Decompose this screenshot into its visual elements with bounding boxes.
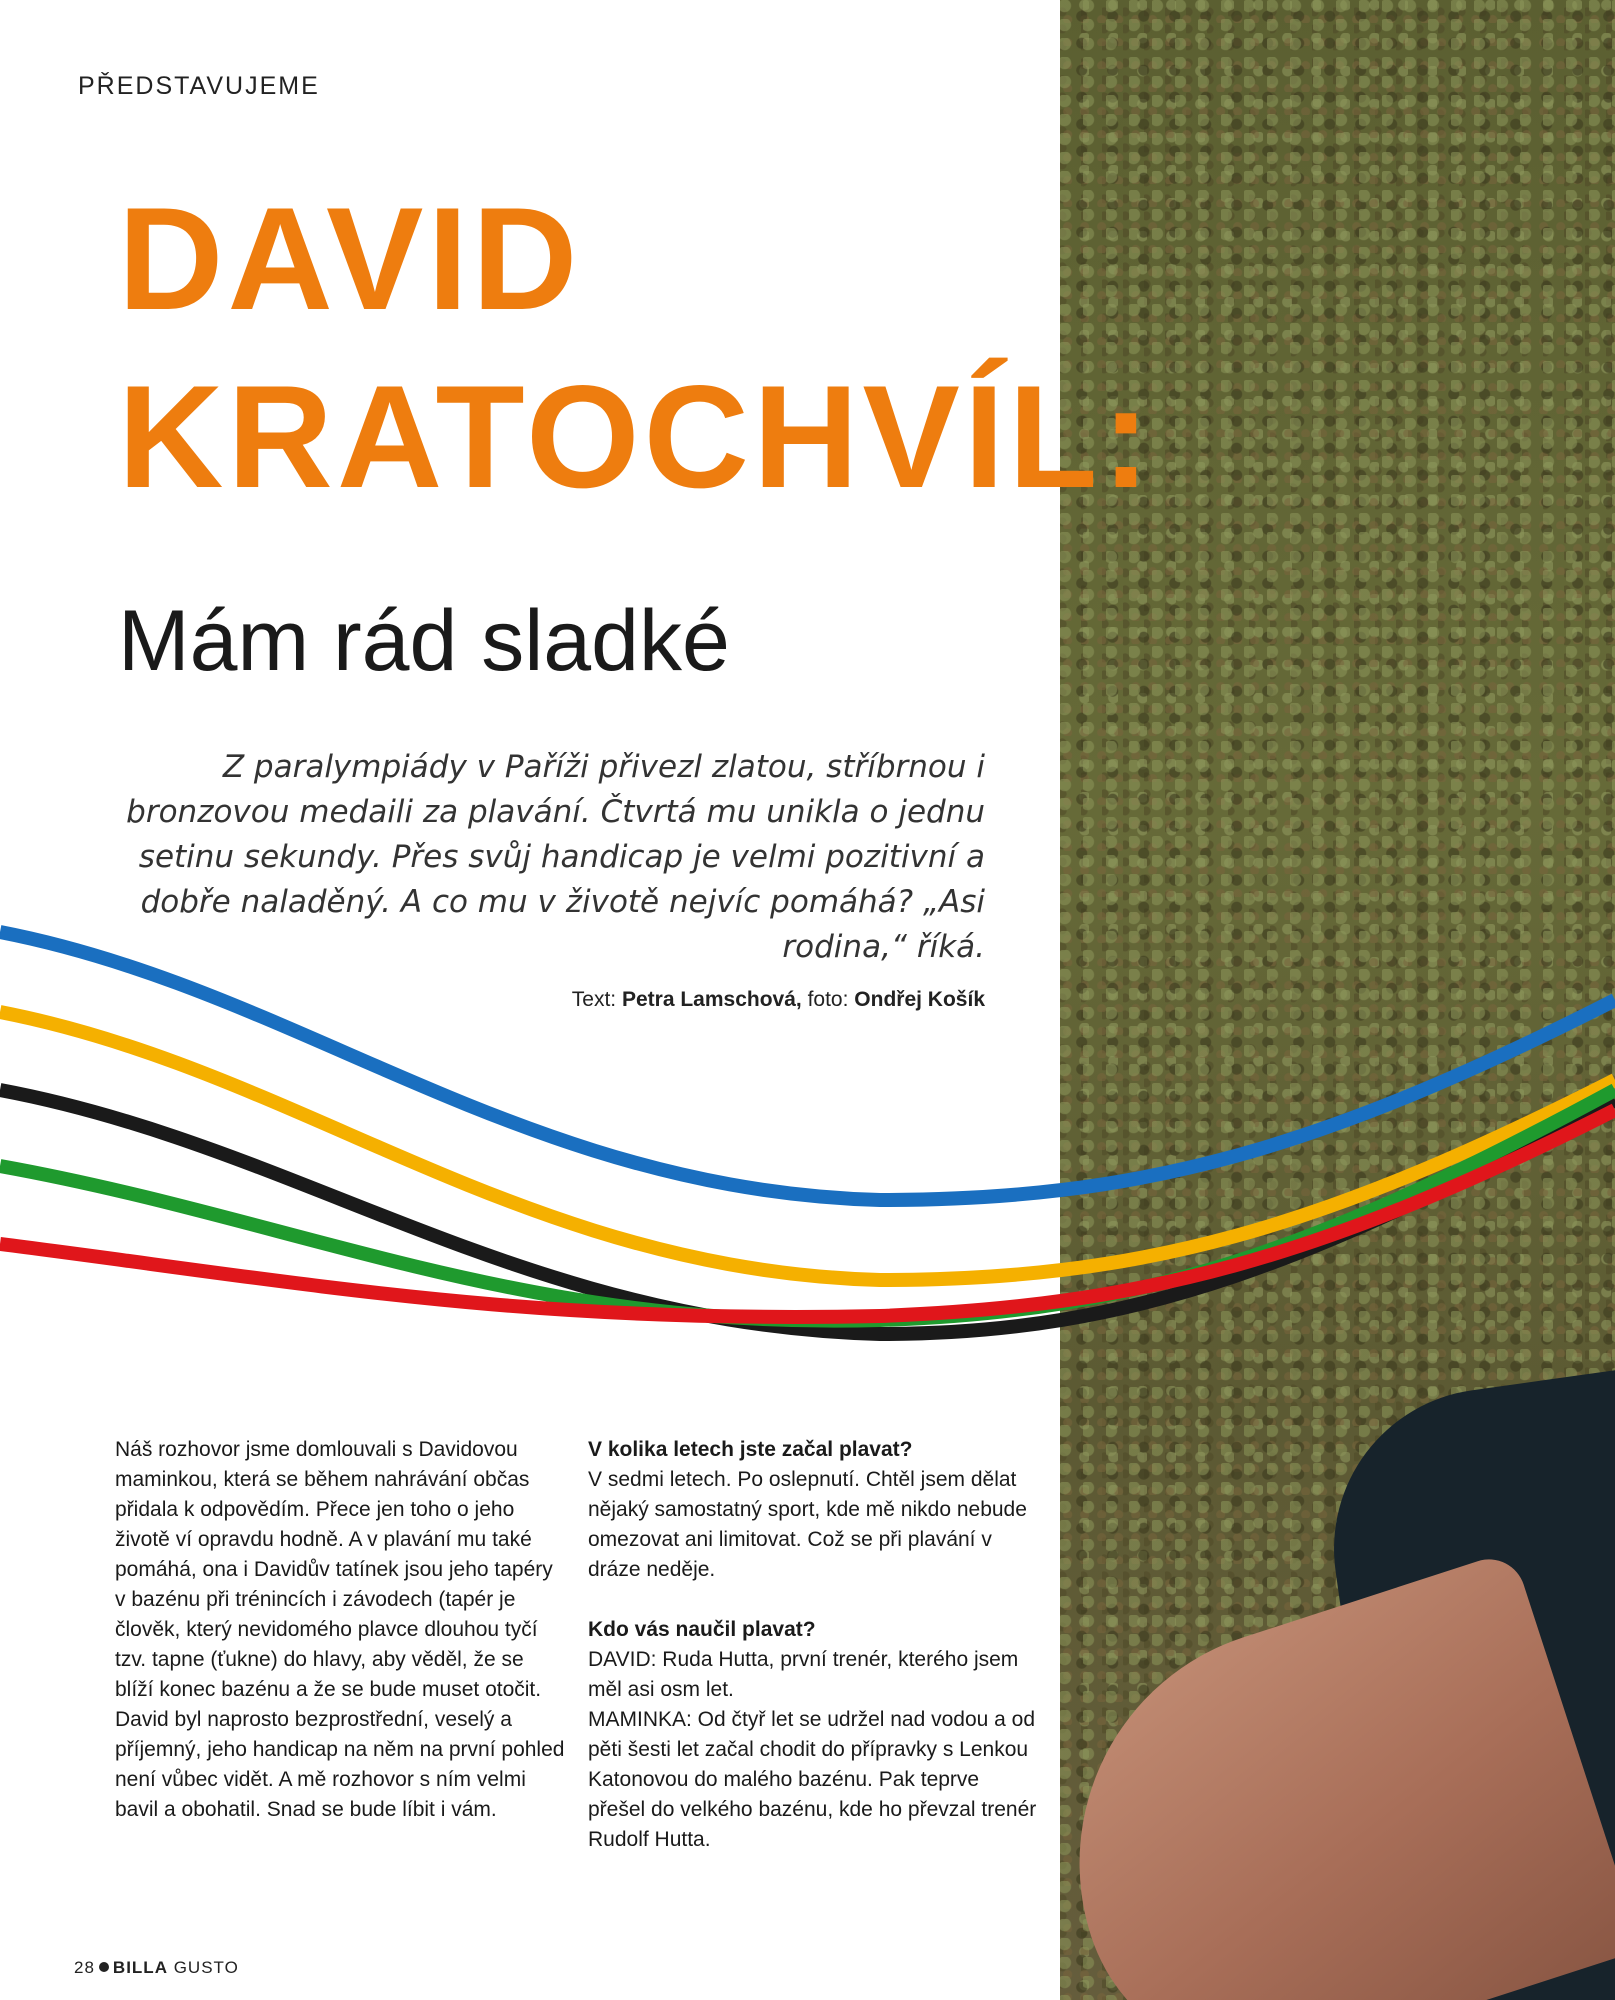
byline — [320, 988, 985, 1012]
article-title — [118, 170, 1154, 526]
byline-photo-label: foto: — [807, 988, 849, 1011]
page-number: 28 — [74, 1958, 95, 1977]
footer-brand: BILLA — [112, 1958, 168, 1977]
page-footer — [74, 1958, 239, 1978]
interview-column — [588, 1435, 1038, 1855]
article-subtitle: Mám rád sladké — [118, 593, 730, 689]
ribbon-red — [0, 1110, 1615, 1317]
byline-photographer: Ondřej Košík — [854, 988, 985, 1011]
bullet-icon — [99, 1962, 109, 1972]
lead-paragraph: Z paralympiády v Paříži přivezl zlatou, stříbrnou i bronzovou medaili za plavání. Čtvrtá mu unikla o jednu setinu sekundy. Přes svůj handicap je velmi pozitivní a dobře naladěný. A co mu v životě nejvíc pomáhá? „Asi rodina,“ říká. — [126, 749, 985, 965]
intro-paragraph: Náš rozhovor jsme domlouvali s Davidovou maminkou, která se během nahrávání občas přidala k odpovědím. Přece jen toho o jeho životě ví opravdu hodně. A v plavání mu také pomáhá, ona i Davidův tatínek jsou jeho tapéry v bazénu při trénincích i závodech (tapér je člověk, který nevidomého plavce dlouhou tyčí tzv. tapne (ťukne) do hlavy, aby věděl, že se blíží konec bazénu a že se bude muset otočit. David byl naprosto bezprostřední, veselý a příjemný, jeho handicap na něm na první pohled není vůbec vidět. A mě rozhovor s ním velmi bavil a obohatil. Snad se bude líbit i vám. — [115, 1438, 565, 1821]
question-1: V kolika letech jste začal plavat? — [588, 1438, 913, 1461]
answer-2-mother: MAMINKA: Od čtyř let se udržel nad vodou a od pěti šesti let začal chodit do přípravky s Lenkou Katonovou do malého bazénu. Pak teprve přešel do velkého bazénu, kde ho převzal trenér Rudolf Hutta. — [588, 1708, 1037, 1851]
byline-author: Petra Lamschová, — [621, 988, 802, 1011]
photo-arm — [1060, 1550, 1615, 2000]
ribbon-green — [0, 1090, 1615, 1321]
footer-magazine: GUSTO — [173, 1958, 239, 1977]
question-2: Kdo vás naučil plavat? — [588, 1618, 816, 1641]
title-line-2: KRATOCHVÍL: — [118, 355, 1155, 518]
qa-spacer — [588, 1585, 1038, 1615]
olympic-ribbons — [0, 900, 1615, 1370]
byline-text-label: Text: — [571, 988, 617, 1011]
answer-2-david: DAVID: Ruda Hutta, první trenér, kterého jsem měl asi osm let. — [588, 1648, 1019, 1701]
answer-1: V sedmi letech. Po oslepnutí. Chtěl jsem dělat nějaký samostatný sport, kde mě nikdo nebude omezovat ani limitovat. Což se při plavání v dráze neděje. — [588, 1468, 1027, 1581]
title-line-1: DAVID — [118, 177, 582, 340]
section-label: PŘEDSTAVUJEME — [78, 72, 320, 100]
ribbon-yellow — [0, 1012, 1615, 1280]
